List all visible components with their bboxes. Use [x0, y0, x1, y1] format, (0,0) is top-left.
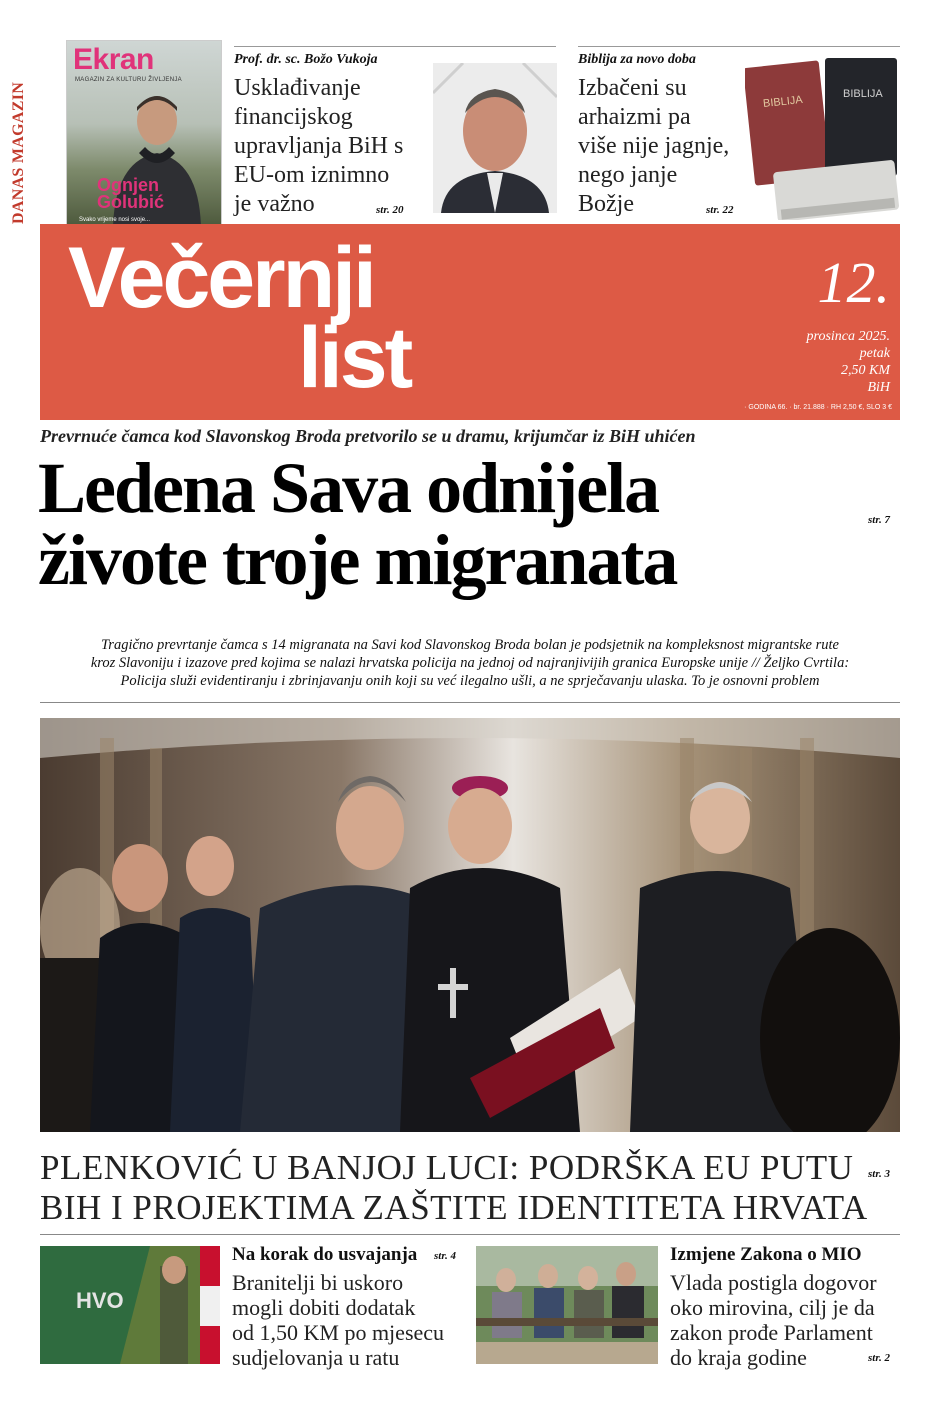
divider: [40, 1234, 900, 1235]
magazine-cover-name: Ognjen Golubić: [97, 175, 164, 212]
story-headline[interactable]: Branitelji bi uskoro mogli dobiti dodatak od 1,50 KM po mjesecu sudjelovanja u ratu: [232, 1270, 445, 1370]
magazine-vertical-label: DANAS MAGAZIN: [10, 81, 27, 224]
ceremony-scene: [40, 718, 900, 1132]
portrait-photo[interactable]: [433, 63, 557, 213]
teaser-kicker: Biblija za novo doba: [578, 52, 696, 67]
story-kicker: Na korak do usvajanja: [232, 1244, 418, 1265]
teaser-headline[interactable]: Izbačeni su arhaizmi pa više nije jagnje, nego janje Božje: [578, 75, 730, 217]
teaser-kicker: Prof. dr. sc. Božo Vukoja: [234, 52, 378, 67]
divider: [40, 702, 900, 703]
newspaper-logo[interactable]: Večernji list: [68, 230, 411, 406]
story-kicker: Izmjene Zakona o MIO: [670, 1244, 862, 1265]
svg-text:HVO: HVO: [76, 1288, 124, 1313]
book-label: BIBLIJA: [762, 93, 804, 111]
magazine-cover-image[interactable]: [66, 40, 222, 226]
page-reference: str. 22: [706, 204, 734, 216]
pensioners-photo[interactable]: [476, 1246, 658, 1364]
veterans-photo[interactable]: [40, 1246, 220, 1364]
page-reference: str. 20: [376, 204, 404, 216]
lead-body: Tragično prevrtanje čamca s 14 migranata na Savi kod Slavonskog Broda bolan je podsjetnik na kompleksnost migrantske rute kroz Slavoniju i izazove pred kojima se nalazi hrvatska policija na jednoj od najranjivijih granica Europske unije // Željko Cvrtila: Policija služi evidentiranju i zbrinjavanju onih koji su već ilegalno ušli, a ne sprječavanju ulaska. To je osnovni problem: [90, 637, 850, 689]
teaser-headline[interactable]: Usklađivanje financijskog upravljanja BiH s EU-om iznimno je važno: [234, 75, 404, 217]
page-reference: str. 3: [868, 1168, 891, 1180]
lead-headline[interactable]: Ledena Sava odnijela živote troje migranata: [38, 448, 677, 600]
lead-kicker: Prevrnuće čamca kod Slavonskog Broda pretvorilo se u dramu, krijumčar iz BiH uhićen: [40, 426, 696, 446]
veterans-scene: [40, 1246, 220, 1364]
book-label: BIBLIJA: [843, 88, 883, 100]
story-headline[interactable]: Vlada postigla dogovor oko mirovina, cilj je da zakon prođe Parlament do kraja godine: [670, 1270, 877, 1370]
issue-meta: prosinca 2025. petak 2,50 KM BiH: [806, 329, 890, 395]
main-story-photo[interactable]: [40, 718, 900, 1132]
pensioners-scene: [476, 1246, 658, 1364]
page-reference: str. 4: [434, 1250, 457, 1262]
page-reference: str. 2: [868, 1352, 891, 1364]
magazine-cover-title: Ekran: [73, 43, 154, 76]
page-reference: str. 7: [868, 514, 891, 526]
issue-day: 12.: [817, 250, 890, 315]
magazine-cover-subtitle: MAGAZIN ZA KULTURU ŽIVLJENJA: [75, 77, 182, 83]
divider: [234, 46, 556, 47]
issue-small-print: · GODINA 66. · br. 21.888 · RH 2,50 €, SLO 3 €: [744, 404, 892, 411]
portrait-figure: [433, 63, 557, 213]
main-story-headline[interactable]: PLENKOVIĆ U BANJOJ LUCI: PODRŠKA EU PUTU BIH I PROJEKTIMA ZAŠTITE IDENTITETA HRVATA: [40, 1148, 868, 1227]
divider: [578, 46, 900, 47]
bible-books-photo[interactable]: [745, 54, 900, 220]
book-icon: [745, 54, 900, 220]
magazine-cover-tagline: Svako vrijeme nosi svoje...: [79, 217, 151, 223]
masthead: [40, 224, 900, 420]
